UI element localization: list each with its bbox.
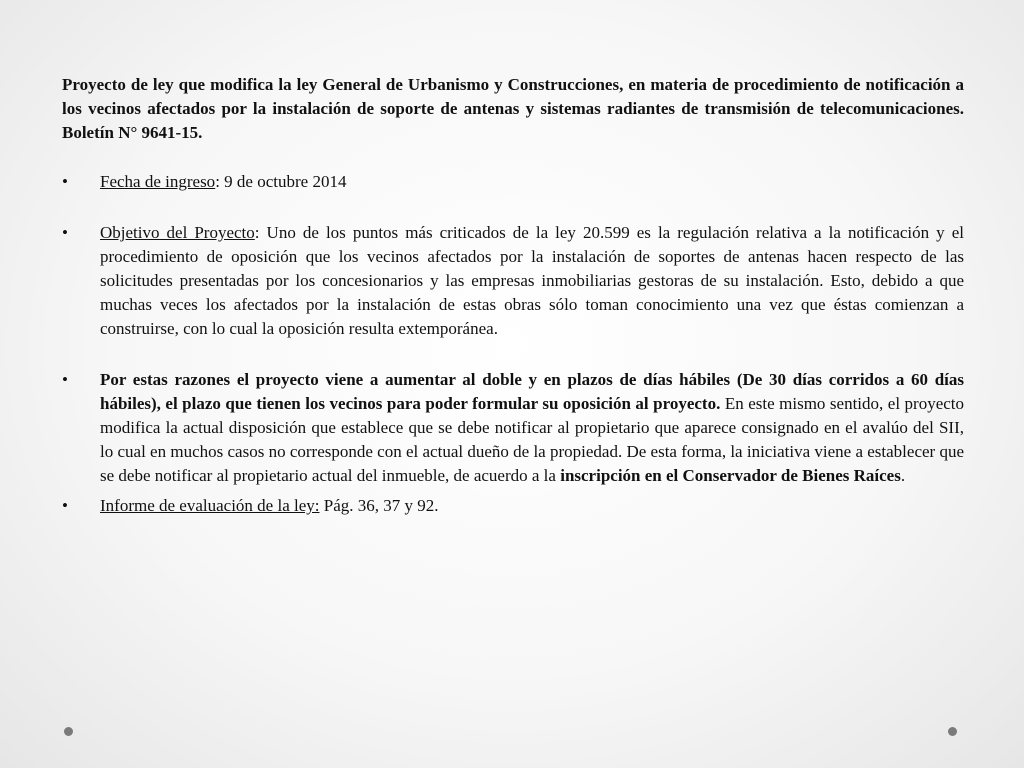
fecha-ingreso-label: Fecha de ingreso (100, 172, 216, 191)
bullet-list (62, 170, 964, 518)
razones-bold-lead: Por estas razones el proyecto viene a aumentar al doble y en plazos de días hábiles (De 30 días corridos a 60 días hábiles), el plazo que tienen los vecinos para poder formular su oposición al proyecto. (100, 370, 964, 413)
informe-value: Pág. 36, 37 y 92. (319, 496, 439, 515)
informe-label: Informe de evaluación de la ley: (100, 496, 320, 515)
slide-content (62, 73, 964, 518)
slide-title: Proyecto de ley que modifica la ley General de Urbanismo y Construcciones, en materia de procedimiento de notificación a los vecinos afectados por la instalación de soporte de antenas y sistemas radiantes de transmisión de telecomunicaciones. Boletín N° 9641-15. (62, 75, 964, 142)
razones-bold-tail: inscripción en el Conservador de Bienes Raíces (560, 466, 901, 485)
bullet-informe (62, 494, 964, 518)
bullet-objetivo (62, 221, 964, 341)
bullet-marker: • (62, 496, 68, 515)
razones-text: En este mismo sentido, el proyecto modifica la actual disposición que establece que se debe notificar al propietario que aparece consignado en el avalúo del SII, lo cual en muchos casos no corresponde con el actual dueño de la propiedad. De esta forma, la iniciativa viene a establecer que se debe notificar al propietario actual del inmueble, de acuerdo a la (100, 394, 965, 485)
objetivo-text: Uno de los puntos más criticados de la ley 20.599 es la regulación relativa a la notificación y el procedimiento de oposición que los vecinos afectados por la instalación de soportes de antenas hacen respecto de las solicitudes presentadas por los concesionarios y las empresas inmobiliarias gestoras de su instalación. Esto, debido a que muchas veces los afectados por la instalación de estas obras sólo toman conocimiento una vez que éstas comienzan a construirse, con lo cual la oposición resulta extemporánea. (100, 223, 964, 338)
razones-end: . (900, 466, 906, 485)
objetivo-label: Objetivo del Proyecto (100, 223, 255, 242)
bullet-marker: • (62, 370, 68, 389)
bullet-marker: • (62, 172, 68, 191)
bullet-marker: • (62, 223, 68, 242)
bullet-fecha-ingreso (62, 170, 964, 194)
objetivo-separator: : (254, 223, 267, 242)
fecha-separator: : (215, 172, 225, 191)
decorative-dot-right (948, 727, 957, 736)
bullet-razones (62, 368, 964, 488)
fecha-ingreso-value: 9 de octubre 2014 (224, 172, 347, 191)
decorative-dot-left (64, 727, 73, 736)
